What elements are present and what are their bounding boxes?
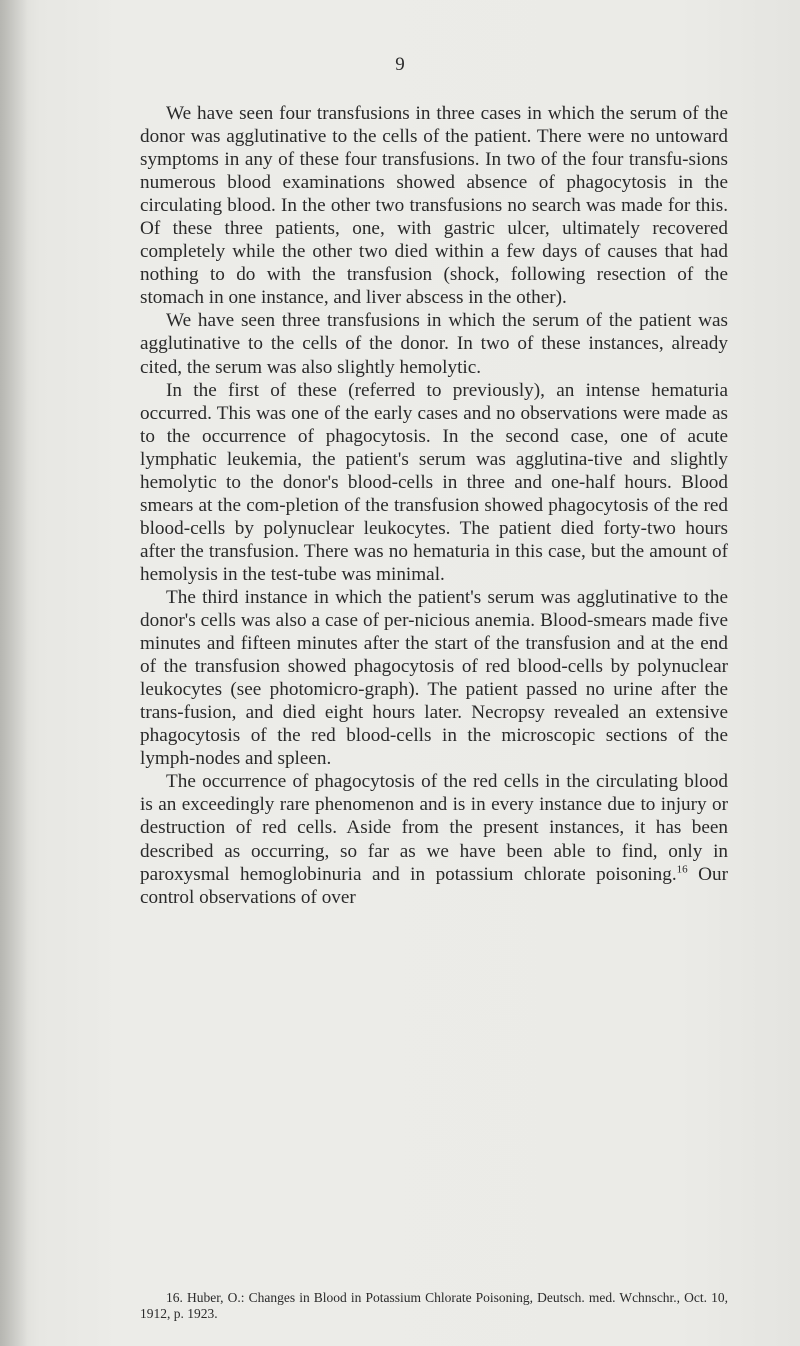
page-number: 9 [395,54,405,75]
paragraph-2: We have seen three transfusions in which the serum of the patient was agglutinative to the cells of the donor. In two of these instances, already cited, the serum was also slightly hemolytic. [140,310,728,378]
footnote-reference: 16 [676,863,688,876]
paragraph-4: The third instance in which the patient's serum was agglutinative to the donor's cells was also a case of per-nicious anemia. Blood-smears made five minutes and fifteen minutes after the start of the transfusion and at the end of the transfusion showed phagocytosis of red blood-cells by polynuclear leukocytes (see photomicro-graph). The patient passed no urine after the trans-fusion, and died eight hours later. Necropsy revealed an extensive phagocytosis of the red blood-cells in the microscopic sections of the lymph-nodes and spleen. [140,586,728,770]
paragraph-1: We have seen four transfusions in three cases in which the serum of the donor was agglutinative to the cells of the patient. There were no untoward symptoms in any of these four transfusions. In two of the four transfu-sions numerous blood examinations showed absence of phagocytosis in the circulating blood. In the other two transfusions no search was made for this. Of these three patients, one, with gastric ulcer, ultimately recovered completely while the other two died within a few days of causes that had nothing to do with the transfusion (shock, following resection of the stomach in one instance, and liver abscess in the other). [140,103,728,309]
footnote-marker: 16. [166,1290,183,1305]
paragraph-5-text: The occurrence of phagocytosis of the red cells in the circulating blood is an exceedingly rare phenomenon and is in every instance due to injury or destruction of red cells. Aside from the present instances, it has been described as occurring, so far as we have been able to find, only in paroxysmal hemoglobinuria and in potassium chlorate poisoning. [140,771,728,885]
body-text [140,102,728,909]
footnote [140,1290,728,1322]
binding-shadow [0,0,28,1346]
footnote-text: Huber, O.: Changes in Blood in Potassium Chlorate Poisoning, Deutsch. med. Wchnschr., Oct. 10, 1912, p. 1923. [140,1290,728,1321]
paragraph-3: In the first of these (referred to previously), an intense hematuria occurred. This was one of the early cases and no observations were made as to the occurrence of phagocytosis. In the second case, one of acute lymphatic leukemia, the patient's serum was agglutina-tive and slightly hemolytic to the donor's blood-cells in three and one-half hours. Blood smears at the com-pletion of the transfusion showed phagocytosis of the red blood-cells by polynuclear leukocytes. The patient died forty-two hours after the transfusion. There was no hematuria in this case, but the amount of hemolysis in the test-tube was minimal. [140,379,728,585]
paragraph-5 [140,770,728,908]
paragraph-5-tail: Our control observations of over [140,863,728,908]
